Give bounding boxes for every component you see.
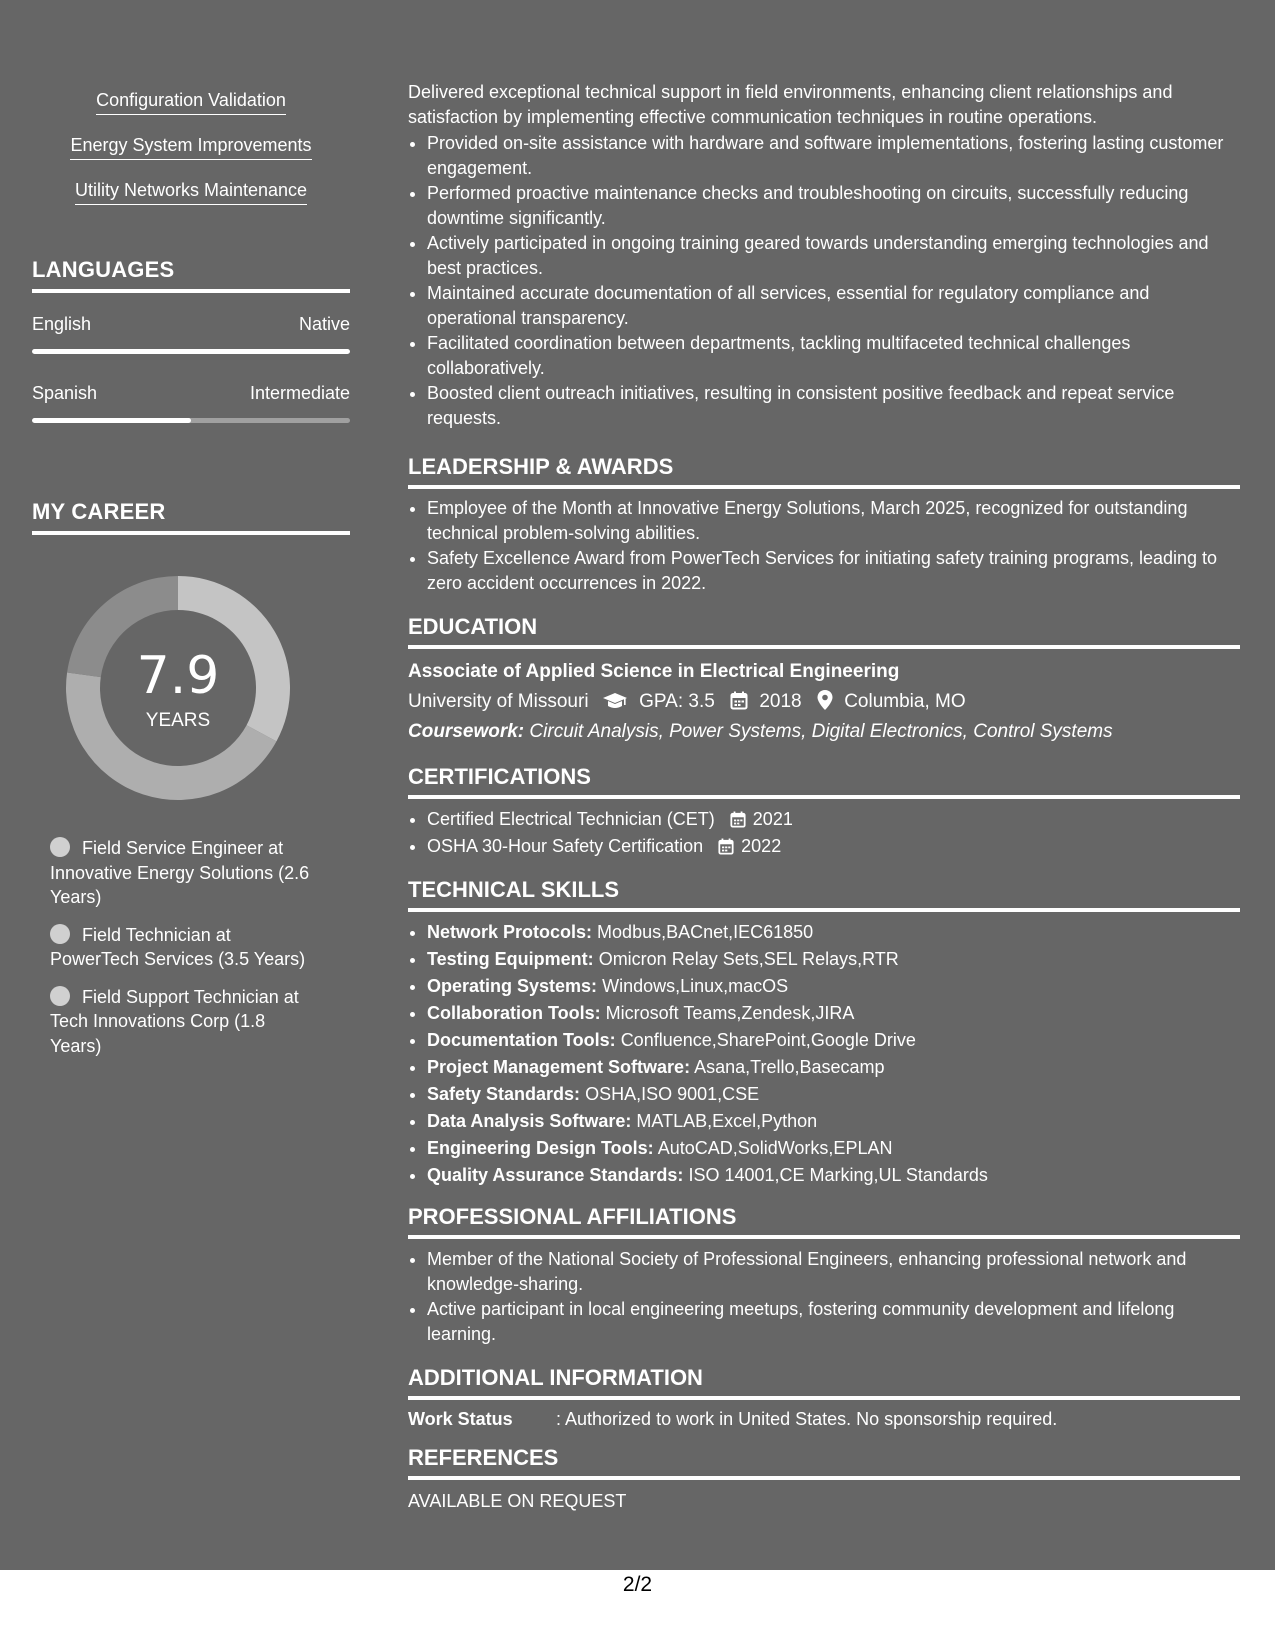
- list-item: • Engineering Design Tools: AutoCAD,SolidWorks,EPLAN: [427, 1135, 1240, 1162]
- affiliations-section: [408, 1204, 1240, 1347]
- list-item: • Network Protocols: Modbus,BACnet,IEC61850: [427, 919, 1240, 946]
- career-total: 7.9: [136, 646, 220, 706]
- coursework: [408, 717, 1240, 747]
- degree: Associate of Applied Science in Electrical Engineering: [408, 661, 900, 682]
- list-item: • Certified Electrical Technician (CET) 2021: [427, 806, 1240, 833]
- coursework-list: Circuit Analysis, Power Systems, Digital Electronics, Control Systems: [529, 721, 1113, 742]
- list-item: • Actively participated in ongoing training geared towards understanding emerging technologies and best practices.: [427, 231, 1238, 281]
- language-proficiency-fill: [32, 418, 191, 423]
- experience-section: [408, 80, 1238, 431]
- graduation-cap-icon: [602, 692, 628, 710]
- bullet-dot-icon: [50, 986, 70, 1006]
- section-heading: TECHNICAL SKILLS: [408, 877, 1240, 912]
- additional-info-section: [408, 1365, 1240, 1432]
- education-meta: [408, 687, 1240, 717]
- career-item: Field Service Engineer at Innovative Energy Solutions (2.6 Years): [50, 838, 310, 907]
- references-section: [408, 1445, 1240, 1514]
- language-level: Intermediate: [249, 383, 350, 403]
- list-item: • Testing Equipment: Omicron Relay Sets,SEL Relays,RTR: [427, 946, 1240, 973]
- calendar-icon: [730, 691, 748, 710]
- education-location: Columbia, MO: [844, 691, 966, 712]
- references-text: AVAILABLE ON REQUEST: [408, 1491, 627, 1511]
- gpa: GPA: 3.5: [639, 691, 715, 712]
- list-item: • Safety Standards: OSHA,ISO 9001,CSE: [427, 1081, 1240, 1108]
- list-item: • Performed proactive maintenance checks and troubleshooting on circuits, successfully reducing downtime significantly.: [427, 181, 1238, 231]
- technical-skills-section: [408, 877, 1240, 1189]
- calendar-icon: [718, 838, 734, 855]
- career-item: Field Technician at PowerTech Services (3.5 Years): [50, 924, 306, 969]
- work-status-label: Work Status: [408, 1409, 513, 1429]
- list-item: • Project Management Software: Asana,Trello,Basecamp: [427, 1054, 1240, 1081]
- language-name: Spanish: [32, 383, 98, 403]
- list-item: • Documentation Tools: Confluence,SharePoint,Google Drive: [427, 1027, 1240, 1054]
- section-heading: REFERENCES: [408, 1445, 1240, 1480]
- list-item: • Data Analysis Software: MATLAB,Excel,Python: [427, 1108, 1240, 1135]
- section-heading: LEADERSHIP & AWARDS: [408, 454, 1240, 489]
- page-number: 2/2: [622, 1573, 653, 1596]
- list-item: • Collaboration Tools: Microsoft Teams,Zendesk,JIRA: [427, 1000, 1240, 1027]
- list-item: • Maintained accurate documentation of all services, essential for regulatory compliance and operational transparency.: [427, 281, 1238, 331]
- career-donut-chart: [66, 576, 290, 800]
- experience-bullets: [408, 131, 1238, 431]
- career-item: Field Support Technician at Tech Innovations Corp (1.8 Years): [50, 986, 299, 1056]
- list-item: • Member of the National Society of Professional Engineers, enhancing professional network and knowledge-sharing.: [427, 1247, 1240, 1297]
- list-item: • Safety Excellence Award from PowerTech Services for initiating safety training programs, leading to zero accident occurrences in 2022.: [427, 546, 1240, 596]
- education-section: [408, 614, 1240, 747]
- language-proficiency-bar: [32, 418, 350, 423]
- bullet-dot-icon: [50, 837, 70, 857]
- graduation-year: 2018: [759, 691, 802, 712]
- career-unit: YEARS: [145, 710, 211, 731]
- list-item: • OSHA 30-Hour Safety Certification 2022: [427, 833, 1240, 860]
- career-list: [50, 836, 320, 1071]
- list-item: • Active participant in local engineering meetups, fostering community development and lifelong learning.: [427, 1297, 1240, 1347]
- list-item: • Quality Assurance Standards: ISO 14001,CE Marking,UL Standards: [427, 1162, 1240, 1189]
- language-english: [32, 314, 350, 354]
- skill-utility-networks-maintenance: Utility Networks Maintenance: [75, 178, 307, 205]
- section-heading: EDUCATION: [408, 614, 1240, 649]
- language-name: English: [32, 314, 92, 334]
- work-status: [408, 1407, 1240, 1432]
- list-item: • Provided on-site assistance with hardware and software implementations, fostering lasting customer engagement.: [427, 131, 1238, 181]
- calendar-icon: [730, 811, 746, 828]
- language-level: Native: [298, 314, 350, 334]
- languages-heading: LANGUAGES: [32, 257, 350, 293]
- skill-energy-system-improvements: Energy System Improvements: [70, 133, 311, 160]
- language-proficiency-fill: [32, 349, 350, 354]
- list-item: • Boosted client outreach initiatives, resulting in consistent positive feedback and repeat service requests.: [427, 381, 1238, 431]
- section-heading: PROFESSIONAL AFFILIATIONS: [408, 1204, 1240, 1239]
- career-heading: MY CAREER: [32, 499, 350, 535]
- coursework-label: Coursework:: [408, 721, 525, 742]
- language-spanish: [32, 383, 350, 423]
- certifications-section: [408, 764, 1240, 860]
- skill-configuration-validation: Configuration Validation: [96, 88, 286, 115]
- leadership-section: [408, 454, 1240, 596]
- section-heading: CERTIFICATIONS: [408, 764, 1240, 799]
- bullet-dot-icon: [50, 924, 70, 944]
- experience-intro: Delivered exceptional technical support in field environments, enhancing client relationships and satisfaction by implementing effective communication techniques in routine operations.: [408, 82, 1173, 127]
- location-pin-icon: [817, 690, 833, 710]
- work-status-value: : Authorized to work in United States. No sponsorship required.: [556, 1409, 1058, 1429]
- list-item: • Operating Systems: Windows,Linux,macOS: [427, 973, 1240, 1000]
- section-heading: ADDITIONAL INFORMATION: [408, 1365, 1240, 1400]
- list-item: • Employee of the Month at Innovative Energy Solutions, March 2025, recognized for outstanding technical problem-solving abilities.: [427, 496, 1240, 546]
- list-item: • Facilitated coordination between departments, tackling multifaceted technical challenges collaboratively.: [427, 331, 1238, 381]
- school: University of Missouri: [408, 691, 589, 712]
- language-proficiency-bar: [32, 349, 350, 354]
